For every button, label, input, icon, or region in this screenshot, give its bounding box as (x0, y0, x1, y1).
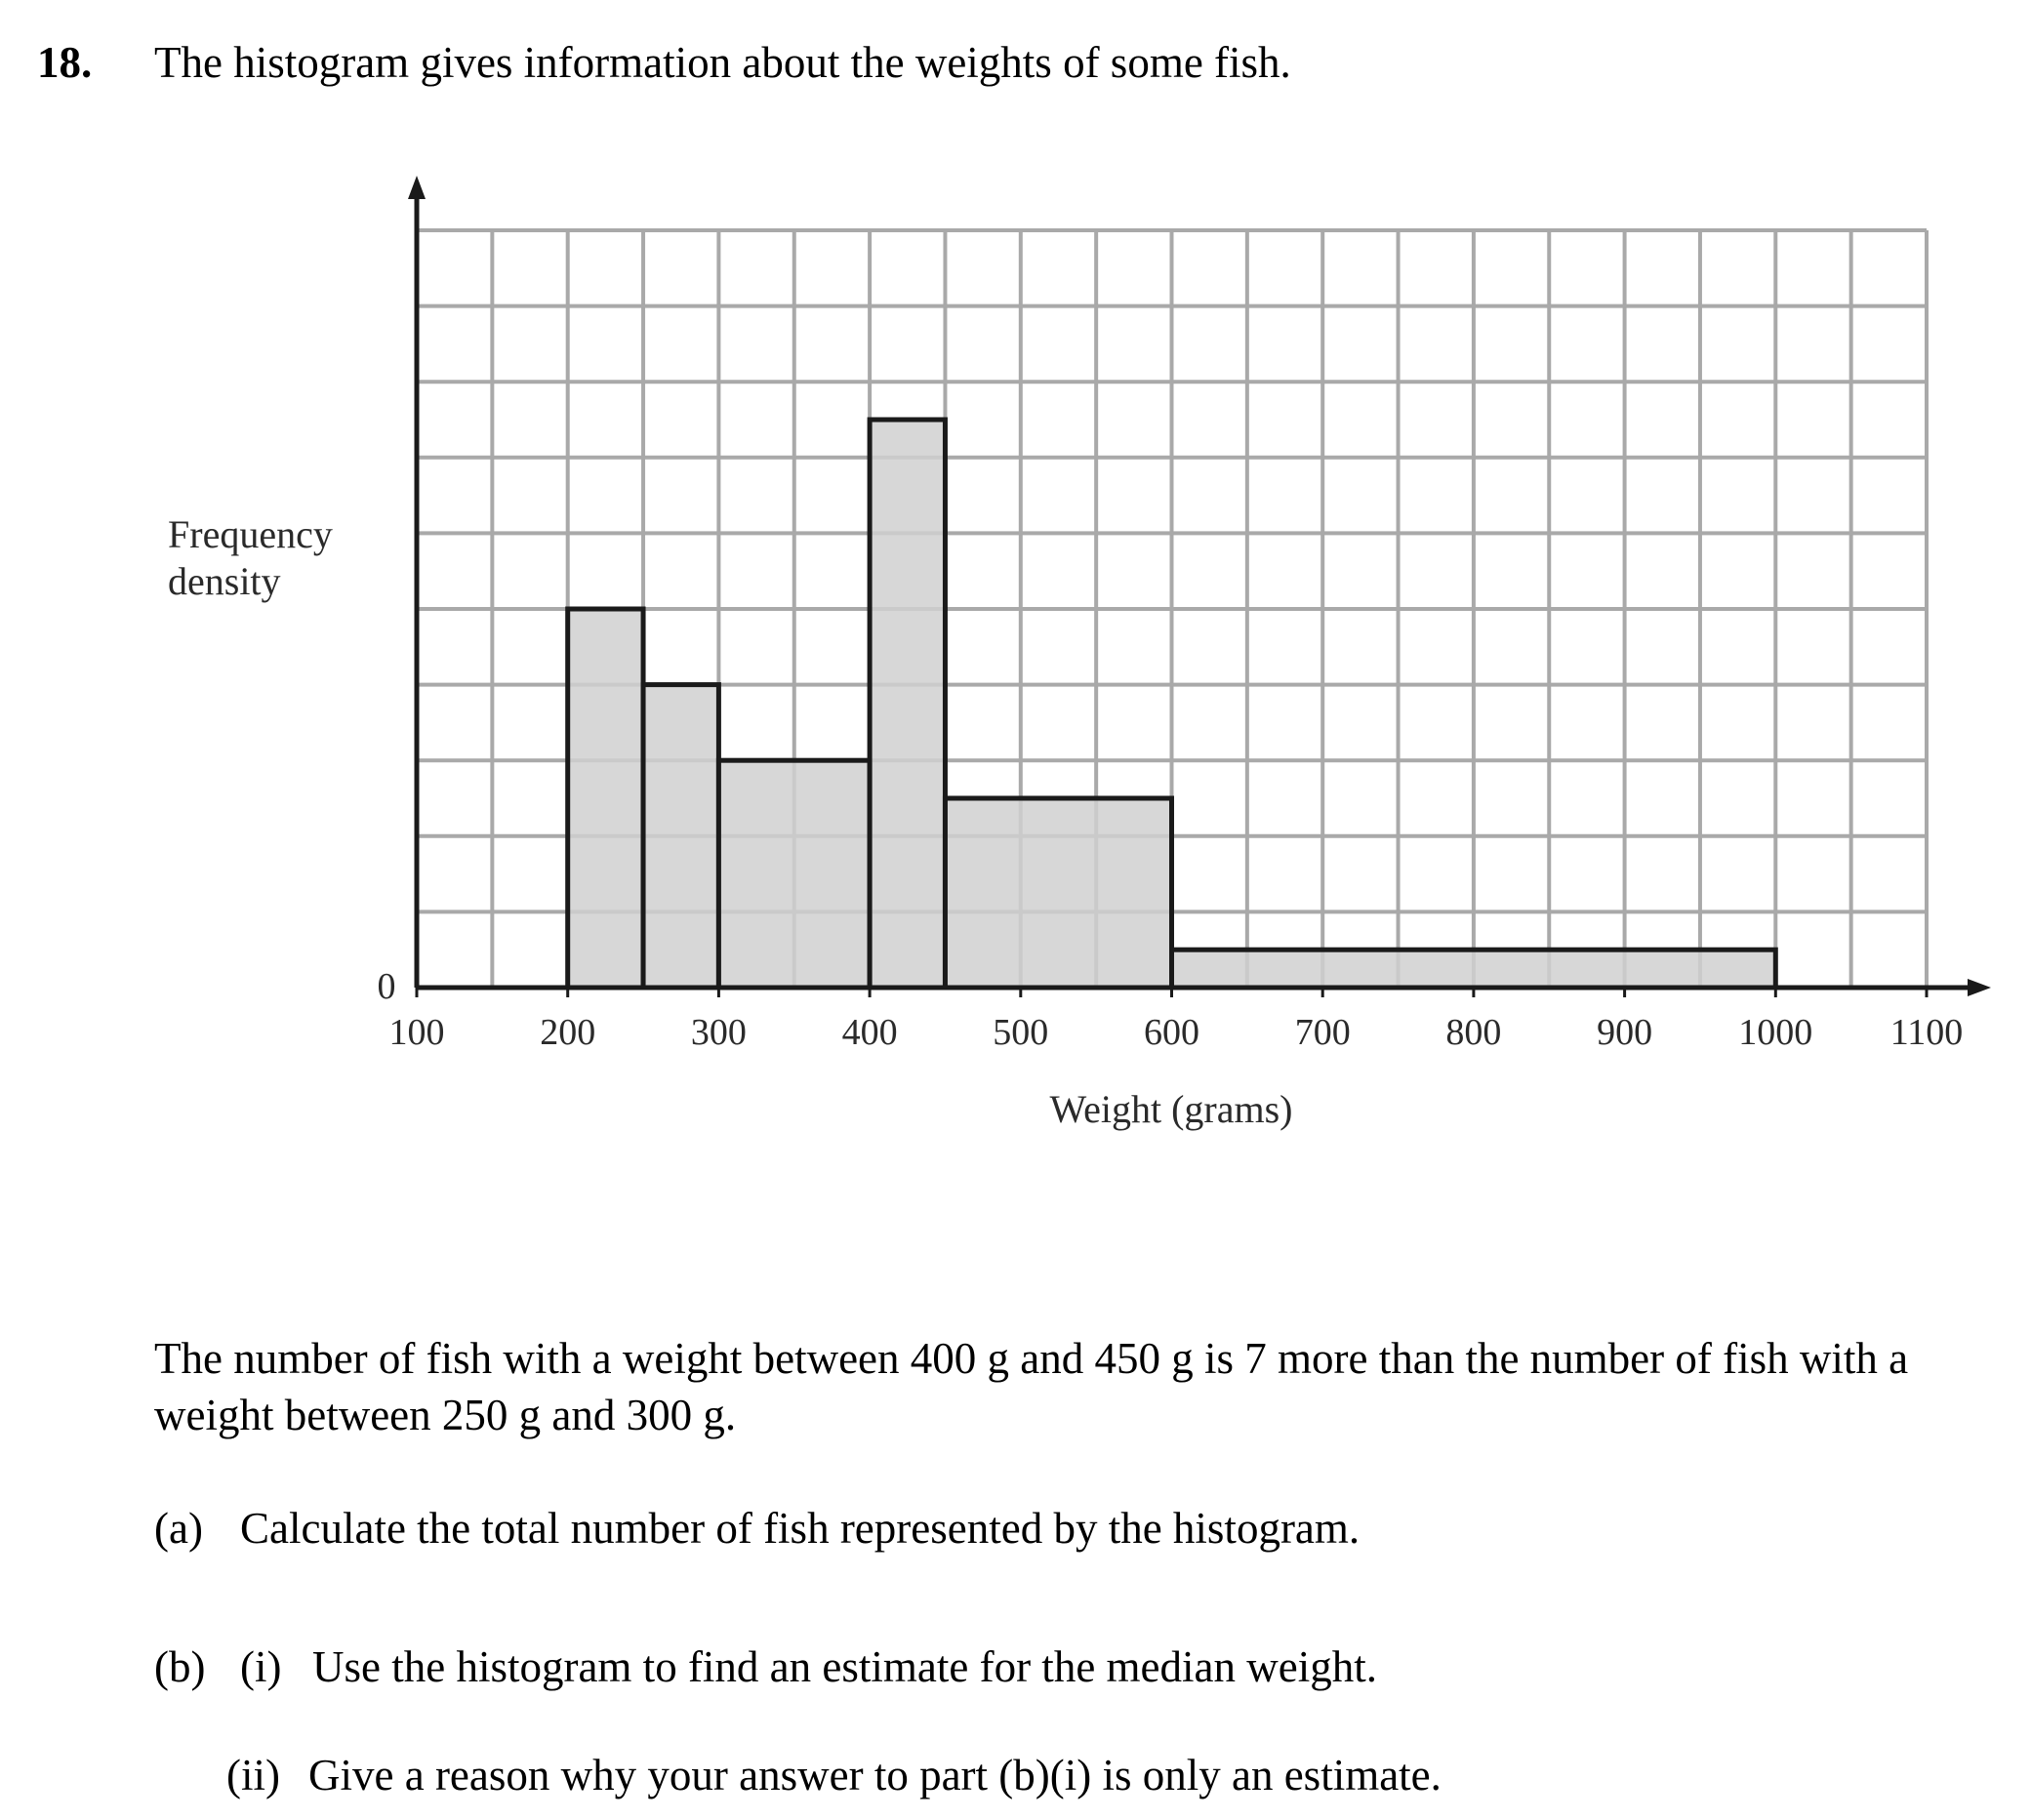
x-tick-labels (389, 1012, 1964, 1053)
histogram-bar-400-450 (870, 420, 945, 988)
histogram-bar-250-300 (643, 685, 718, 988)
x-tick-label-500: 500 (993, 1012, 1049, 1053)
histogram-bar-200-250 (568, 609, 643, 988)
part-b-ii-label: (ii) (226, 1751, 280, 1800)
x-tick-label-400: 400 (841, 1012, 898, 1053)
question-number: 18. (37, 38, 93, 87)
x-tick-label-900: 900 (1597, 1012, 1653, 1053)
x-axis-label: Weight (grams) (1049, 1087, 1293, 1131)
x-tick-label-800: 800 (1445, 1012, 1502, 1053)
y-zero-label: 0 (377, 966, 396, 1007)
part-b-i (154, 1639, 1377, 1694)
x-tick-label-1000: 1000 (1738, 1012, 1813, 1053)
y-axis-label-line2: density (168, 559, 281, 603)
question-intro: The histogram gives information about the weights of some fish. (154, 38, 1291, 87)
y-axis-arrow-icon (408, 176, 426, 199)
y-axis-label-line1: Frequency (168, 512, 333, 556)
part-b-i-label: (i) (240, 1642, 282, 1691)
histogram-bar-300-400 (718, 760, 870, 988)
x-tick-label-700: 700 (1294, 1012, 1351, 1053)
part-a-text: Calculate the total number of fish represented by the histogram. (240, 1504, 1361, 1553)
x-tick-label-600: 600 (1144, 1012, 1199, 1053)
part-b-label: (b) (154, 1642, 206, 1691)
x-tick-label-200: 200 (540, 1012, 596, 1053)
x-tick-label-300: 300 (690, 1012, 747, 1053)
question-statement: The number of fish with a weight between 400 g and 450 g is 7 more than the number of fish with a weight between 250 g and 300 g. (154, 1334, 1909, 1439)
part-b-ii (226, 1748, 1442, 1802)
histogram-bar-450-600 (945, 798, 1171, 988)
x-axis-arrow-icon (1968, 979, 1991, 996)
x-tick-label-100: 100 (388, 1012, 445, 1053)
histogram-bar-600-1000 (1172, 950, 1776, 988)
x-tick-label-1100: 1100 (1889, 1012, 1964, 1053)
part-b-ii-text: Give a reason why your answer to part (b)(i) is only an estimate. (308, 1751, 1442, 1800)
part-a (154, 1501, 1360, 1556)
part-a-label: (a) (154, 1504, 203, 1553)
part-b-i-text: Use the histogram to find an estimate for the median weight. (312, 1642, 1377, 1691)
